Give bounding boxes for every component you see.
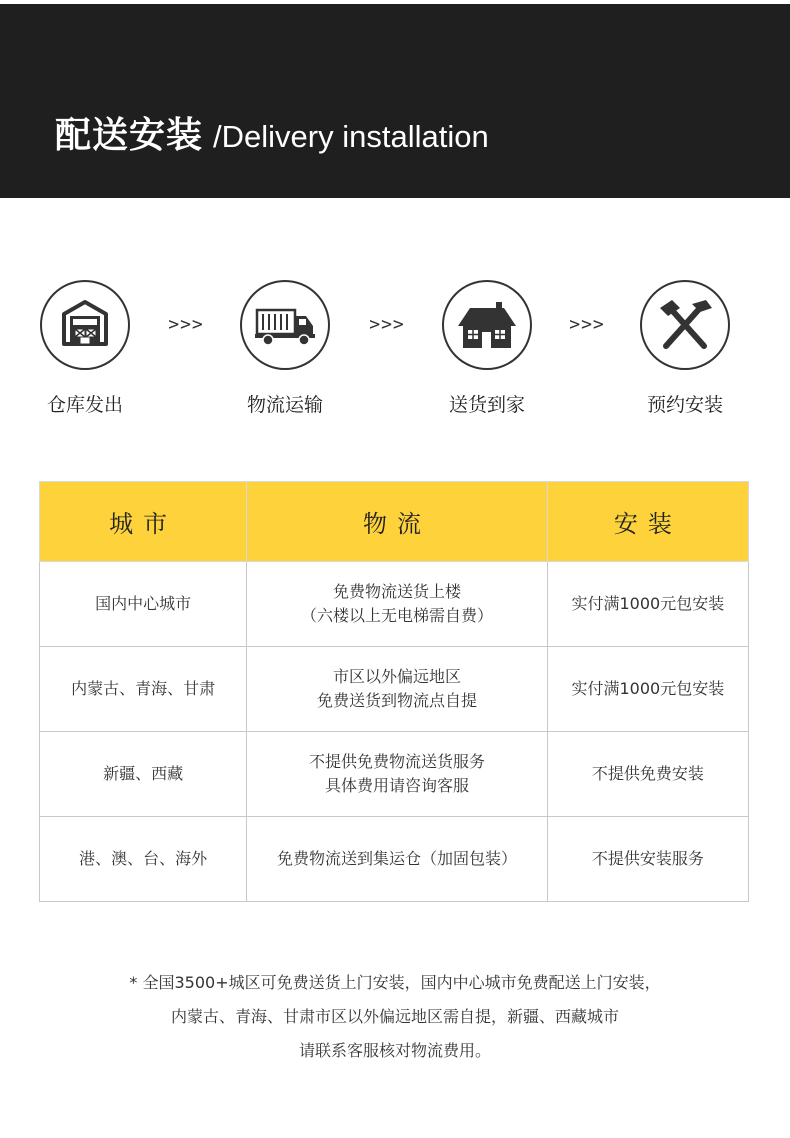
tools-icon — [640, 280, 730, 370]
step-label-transport: 物流运输 — [246, 394, 323, 416]
footnote-line: 请联系客服核对物流费用。 — [298, 1041, 491, 1060]
step-label-warehouse: 仓库发出 — [46, 394, 123, 416]
page-title — [55, 107, 489, 158]
footnote-line: * 全国3500+城区可免费送货上门安装，国内中心城市免费配送上门安装， — [129, 973, 661, 992]
cell-install: 不提供安装服务 — [547, 817, 748, 902]
cell-city: 国内中心城市 — [40, 562, 247, 647]
header-install: 安装 — [547, 482, 748, 562]
cell-logistics — [247, 647, 547, 732]
logistics-line: 不提供免费物流送货服务 — [308, 752, 485, 771]
table-row — [40, 562, 749, 647]
warehouse-icon — [40, 280, 130, 370]
delivery-steps — [0, 280, 790, 430]
header-banner — [0, 4, 790, 198]
cell-logistics — [247, 732, 547, 817]
logistics-line: 市区以外偏远地区 — [332, 667, 461, 686]
page-title-en: /Delivery installation — [213, 119, 489, 154]
page-title-cn: 配送安装 — [55, 115, 204, 156]
cell-city: 新疆、西藏 — [40, 732, 247, 817]
cell-install: 实付满1000元包安装 — [547, 647, 748, 732]
cell-logistics — [247, 562, 547, 647]
footnote-line: 内蒙古、青海、甘肃市区以外偏远地区需自提，新疆、西藏城市 — [170, 1007, 619, 1026]
delivery-table — [39, 481, 749, 902]
table-row — [40, 647, 749, 732]
header-logistics: 物流 — [247, 482, 547, 562]
step-arrow: >>> — [569, 314, 605, 335]
step-label-install: 预约安装 — [646, 394, 723, 416]
cell-city: 港、澳、台、海外 — [40, 817, 247, 902]
step-arrow: >>> — [168, 314, 204, 335]
table-row — [40, 817, 749, 902]
cell-logistics — [247, 817, 547, 902]
cell-city: 内蒙古、青海、甘肃 — [40, 647, 247, 732]
house-icon — [442, 280, 532, 370]
cell-install: 不提供免费安装 — [547, 732, 748, 817]
table-header-row — [40, 482, 749, 562]
logistics-line: 具体费用请咨询客服 — [324, 776, 469, 795]
logistics-line: 免费物流送货上楼 — [332, 582, 461, 601]
step-label-home-delivery: 送货到家 — [448, 394, 525, 416]
truck-icon — [240, 280, 330, 370]
table-row — [40, 732, 749, 817]
logistics-line: （六楼以上无电梯需自费） — [300, 606, 493, 625]
cell-install: 实付满1000元包安装 — [547, 562, 748, 647]
header-city: 城市 — [40, 482, 247, 562]
logistics-line: 免费送货到物流点自提 — [316, 691, 477, 710]
logistics-line: 免费物流送到集运仓（加固包装） — [276, 849, 517, 868]
footnote — [0, 966, 790, 1068]
step-arrow: >>> — [369, 314, 405, 335]
